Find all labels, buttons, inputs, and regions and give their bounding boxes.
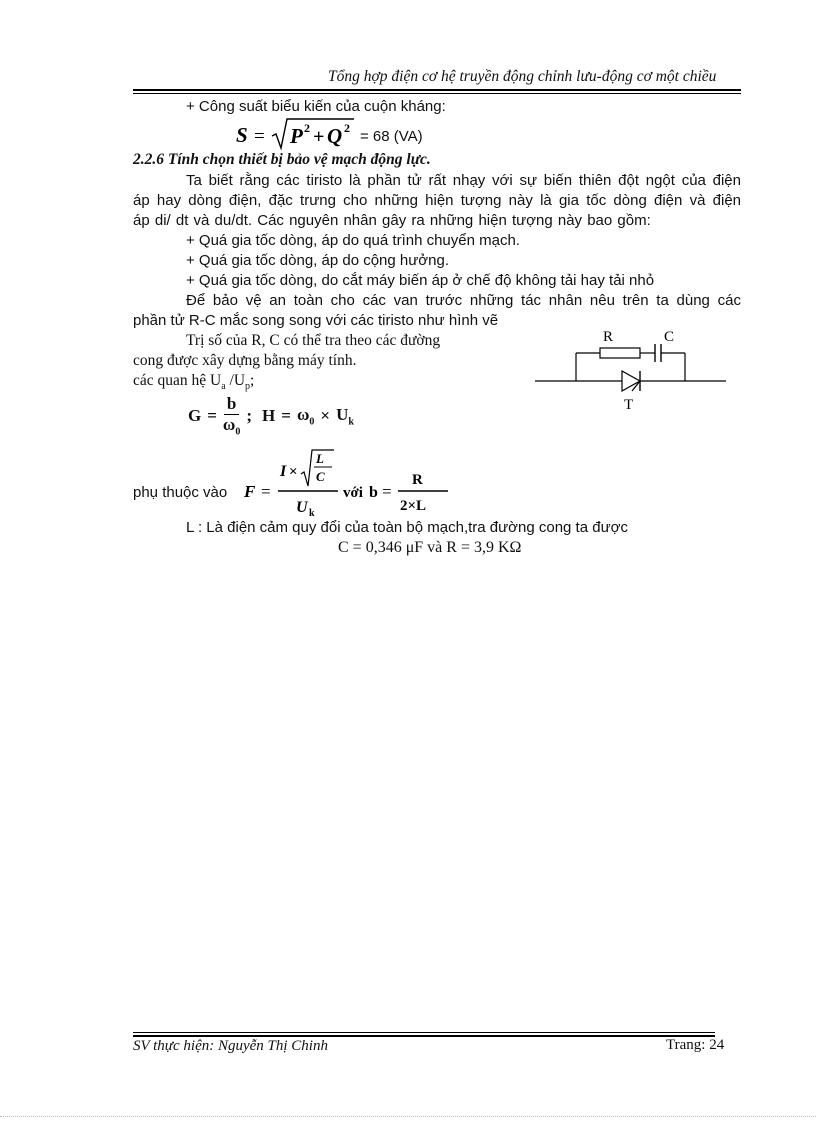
eq2-c: C bbox=[316, 469, 325, 484]
eq2-voi: với bbox=[343, 485, 363, 501]
para3-line3 bbox=[133, 372, 254, 392]
svg-text:=: = bbox=[254, 126, 265, 147]
running-header: Tổng hợp điện cơ hệ truyền động chỉnh lưu-động cơ một chiều bbox=[328, 68, 717, 85]
circuit-svg bbox=[530, 325, 735, 415]
formula-p: P bbox=[290, 124, 303, 148]
para3-line2: cong được xây dựng bằng máy tính. bbox=[133, 352, 357, 369]
equation-g-h: G = $\frac{b}{\omega_0}$ ; H = $\omega_0$ × $U_k$ bbox=[188, 394, 354, 438]
cause-item-1: + Quá gia tốc dòng, áp do quá trình chuyển mạch. bbox=[186, 232, 520, 249]
eq-b: b bbox=[224, 394, 239, 415]
eq2-u: U bbox=[296, 499, 308, 516]
svg-text:×: × bbox=[289, 464, 298, 480]
svg-text:k: k bbox=[309, 508, 315, 518]
eq-h: H bbox=[262, 405, 276, 425]
label-r: R bbox=[603, 329, 614, 345]
header-rule-thin bbox=[133, 93, 741, 94]
svg-text:2: 2 bbox=[344, 121, 350, 135]
sub-a: a bbox=[221, 381, 226, 393]
para3-line1: Trị số của R, C có thể tra theo các đường bbox=[186, 332, 441, 349]
label-t: T bbox=[624, 397, 634, 413]
para2-line2: phần tử R-C mắc song song với các tiristo như hình vẽ bbox=[133, 312, 499, 329]
result-values: C = 0,346 μF và R = 3,9 KΩ bbox=[338, 539, 522, 556]
label-c: C bbox=[664, 329, 675, 345]
formula-q: Q bbox=[327, 124, 343, 148]
footer-rule-thick bbox=[133, 1035, 715, 1037]
para1-line1: Ta biết rằng các tiristo là phần tử rất nhạy với sự biến thiên đột ngột của điện bbox=[186, 172, 741, 189]
eq2-l: L bbox=[316, 451, 324, 466]
eq-fraction-b-omega bbox=[223, 394, 240, 437]
para2-line1: Để bảo vệ an toàn cho các van trước những tác nhân nêu trên ta dùng các bbox=[186, 292, 741, 309]
eq-omega0: $\omega_0$ bbox=[222, 415, 241, 438]
para1-line3: áp di/ dt và du/dt. Các nguyên nhân gây ra những hiện tượng này bao gồm: bbox=[133, 212, 651, 229]
footer-author: SV thực hiện: Nguyễn Thị Chinh bbox=[133, 1038, 328, 1054]
eq2-f: F bbox=[244, 482, 256, 501]
footer-page-number: Trang: 24 bbox=[666, 1037, 725, 1053]
equation-f-b bbox=[244, 446, 454, 523]
eq2-den: 2×L bbox=[400, 498, 427, 514]
cause-item-3: + Quá gia tốc dòng, do cắt máy biến áp ở chế độ không tải hay tải nhỏ bbox=[186, 272, 655, 289]
apparent-power-formula bbox=[236, 116, 476, 152]
apparent-power-bullet: + Công suất biểu kiến của cuộn kháng: bbox=[186, 98, 446, 115]
eq2-r: R bbox=[412, 472, 423, 488]
para3-line3-mid: /U bbox=[225, 372, 246, 389]
sub-p: p bbox=[245, 381, 251, 393]
eq2-prefix: phụ thuộc vào bbox=[133, 484, 228, 501]
apparent-power-formula-svg bbox=[236, 116, 476, 152]
para4: L : Là điện cảm quy đổi của toàn bộ mạch,tra đường cong ta được bbox=[186, 519, 628, 536]
header-rule-thick bbox=[133, 89, 741, 91]
svg-text:=: = bbox=[261, 482, 271, 501]
svg-text:+: + bbox=[313, 126, 325, 148]
footer-rule-thin bbox=[133, 1032, 715, 1033]
eq2-b: b bbox=[369, 484, 378, 501]
rc-snubber-circuit bbox=[530, 325, 735, 420]
equation-f-b-svg bbox=[244, 446, 454, 518]
cause-item-2: + Quá gia tốc dòng, áp do cộng hưởng. bbox=[186, 252, 449, 269]
eq2-i: I bbox=[280, 463, 287, 480]
svg-text:2: 2 bbox=[304, 121, 310, 135]
apparent-power-result: = 68 (VA) bbox=[360, 128, 423, 145]
eq-omega0-2: $\omega_0$ bbox=[296, 404, 315, 427]
formula-s: S bbox=[236, 123, 248, 147]
resistor-symbol bbox=[600, 348, 640, 358]
para1-line2: áp hay dòng điện, đặc trưng cho những hiện tượng này là gia tốc dòng điện và điện bbox=[133, 192, 741, 209]
eq-g: G bbox=[188, 405, 202, 425]
section-title: 2.2.6 Tính chọn thiết bị bảo vệ mạch động lực. bbox=[133, 151, 431, 168]
para3-line3-start: các quan hệ U bbox=[133, 372, 222, 389]
para3-line3-end: ; bbox=[250, 372, 255, 389]
eq-uk: $U_k$ bbox=[336, 404, 354, 427]
thyristor-symbol bbox=[622, 371, 640, 391]
page-edge-dotted bbox=[0, 1116, 816, 1117]
svg-text:=: = bbox=[382, 482, 392, 501]
